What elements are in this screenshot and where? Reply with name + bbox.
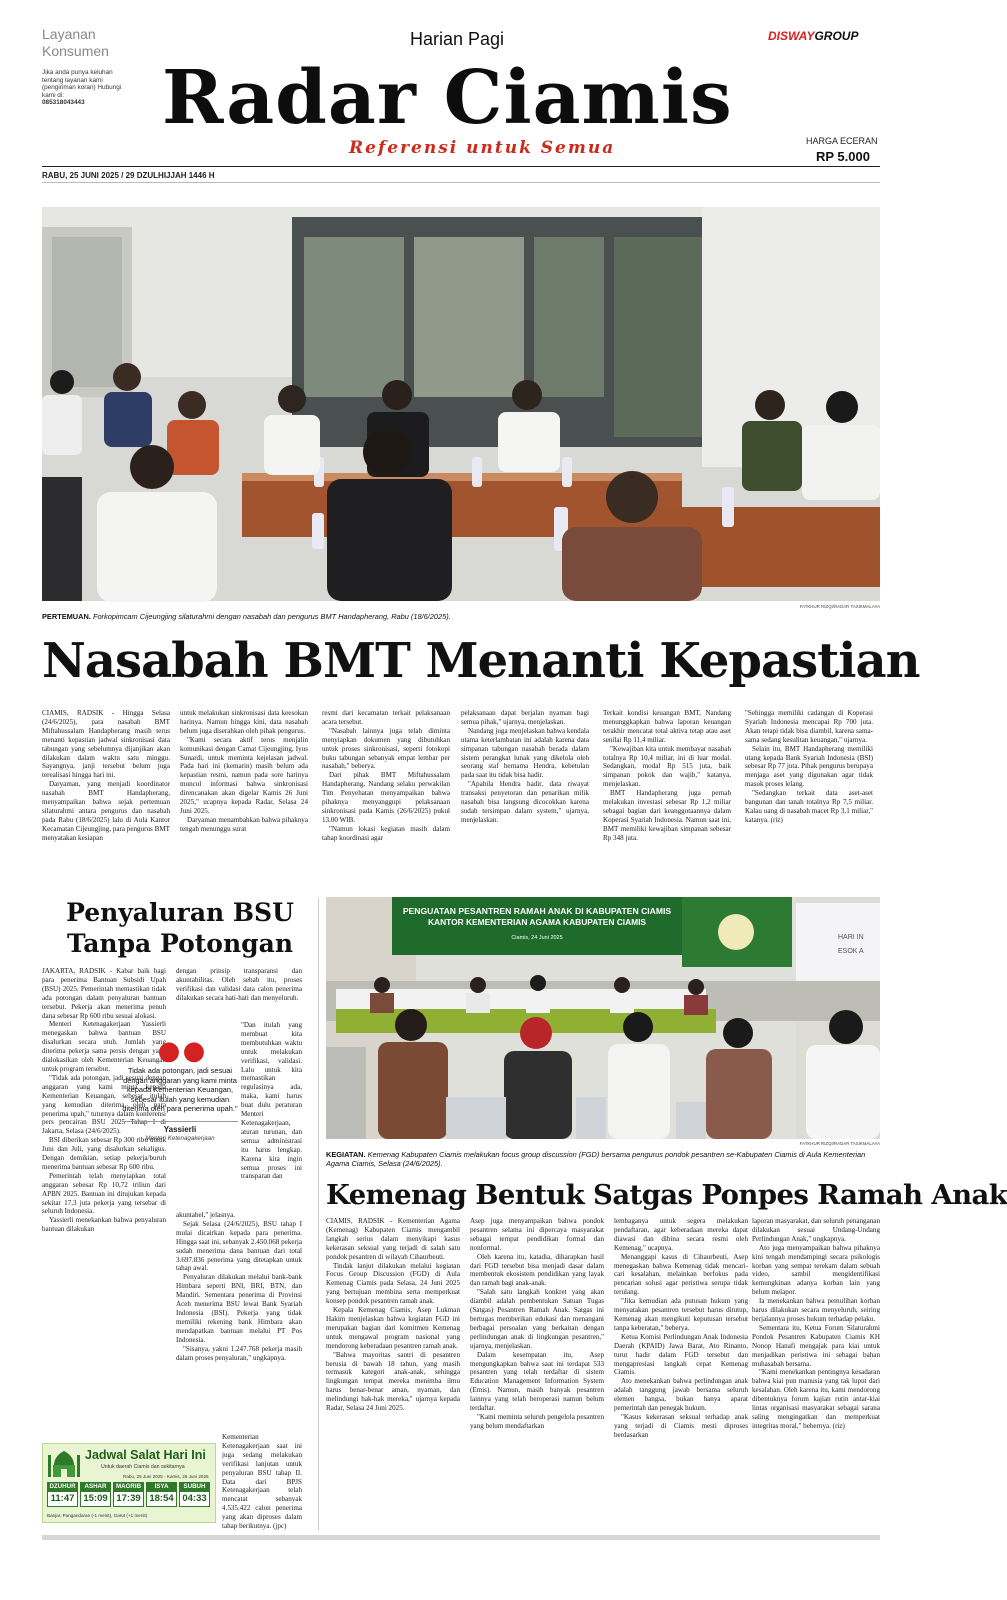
article-paragraph: Dalam kesempatan itu, Asep mengungkapkan bahwa saat ini terdapat 533 pesantren yang telah terdaftar di sistem Education Management Information System (Emis). Namun, masih banyak pesantren lainnya yang telah beroperasi namun belum terdaftar. (470, 1350, 604, 1413)
article-paragraph: "Kami menekankan pentingnya kesadaran bahwa kiai pun manusia yang tak luput dari kesalahan. Oleh karena itu, kami mendorong dibentuknya forum kajian rutin antar-kiai lintas organisasi masyarakat sebagai sarana saling mengingatkan dan memperkuat integritas moral," bebernya. (riz) (752, 1368, 880, 1430)
lead-headline: Nasabah BMT Menanti Kepastian (42, 633, 920, 689)
lead-caption-lead: PERTEMUAN. (42, 612, 91, 621)
price-value: RP 5.000 (816, 149, 870, 164)
article-paragraph: "Kasus kekerasan seksual terhadap anak yang terjadi di Ciamis mesti diproses berdasarkan (614, 1412, 748, 1439)
article-paragraph: "Apabila Hendra hadir, data riwayat transaksi penyetoran dan penarikan milik nasabah bisa langsung dicocokkan karena sudah tersimpan dalam system," ujarnya, menjelaskan. (461, 780, 589, 824)
prayer-name: SUBUH (179, 1482, 210, 1491)
kemenag-caption-text: Kemenag Kabupaten Ciamis melakukan focus group discussion (FGD) bersama pengurus pondok pesantren se-Kabupaten Ciamis di Aula Kementerian Agama Ciamis, Selasa (24/6/2025). (326, 1150, 866, 1169)
article-paragraph: Yassierli menekankan bahwa penyaluran bantuan dilakukan (42, 1216, 166, 1234)
disway-logo-text: DISWAY (768, 29, 815, 43)
article-paragraph: "Sisanya, yakni 1.247.768 pekerja masih dalam proses penyaluran," ungkapnya. (176, 1344, 302, 1362)
article-paragraph: JAKARTA, RADSIK - Kabar baik bagi para penerima Bantuan Subsidi Upah (BSU) 2025. Pemerintah memastikan tidak ada potongan dalam penyaluran bantuan tersebut. Pekerja akan menerima penuh dana sebesar Rp 600 ribu sesuai alokasi. (42, 967, 166, 1020)
article-paragraph: Ia menekankan bahwa pemulihan korban harus dilakukan secara menyeluruh, seiring berjalannya proses hukum terhadap pelaku. (752, 1297, 880, 1323)
banner-line-3: Ciamis, 24 Juni 2025 (511, 935, 563, 941)
prayer-name: ASHAR (80, 1482, 111, 1491)
article-paragraph: "Kami meminta seluruh pengelola pesantren yang belum mendaftarkan (470, 1412, 604, 1430)
customer-service-label: Layanan Konsumen (42, 26, 109, 59)
article-paragraph: Nandang juga menjelaskan bahwa kendala utama keterlambatan ini adalah karena data simpanan tabungan nasabah berada dalam sistem perangkat lunak yang dikelola oleh seorang staf bernama Hendra, kebetulan pada saat itu tidak bisa hadir. (461, 726, 589, 780)
column-divider (318, 898, 319, 1530)
bsu-headline: Penyaluran BSU Tanpa Potongan (66, 898, 294, 958)
article-paragraph: "Tidak ada potongan, jadi sesuai dengan anggaran yang kami minta kepada Kementerian Keuangan, sebesar itulah yang kemudian diterima oleh para penerima upah," tuturnya dalam konferensi pers pencairan BSU 2025 Tahap I di Jakarta, Selasa (24/6/2025). (42, 1073, 166, 1136)
bsu-column-2-side (241, 1021, 302, 1211)
prayer-subtitle: Untuk daerah Ciamis dan sekitarnya (101, 1464, 185, 1470)
article-paragraph: Pemerintah telah menyiapkan total anggaran sebesar Rp 10,72 triliun dari APBN 2025. Bantuan ini ditujukan kepada sekitar 17,3 juta pekerja yang tersebar di seluruh Indonesia. (42, 1171, 166, 1216)
footer-rule (42, 1535, 880, 1540)
disway-group-logo (768, 29, 858, 43)
mosque-icon (46, 1447, 82, 1479)
article-paragraph: Ato juga menyampaikan bahwa pihaknya kini tengah mendampingi secara psikologis korban yang sempat terekam dalam sebuah video, sambil mengidentifikasi kemungkinan adanya korban lain yang belum melapor. (752, 1243, 880, 1297)
svg-text:ESOK A: ESOK A (838, 948, 864, 955)
price-label: HARGA ECERAN (806, 136, 878, 146)
group-logo-text: GROUP (814, 29, 859, 43)
article-paragraph: resmi dari kecamatan terkait pelaksanaan acara tersebut. (322, 709, 450, 726)
issue-date: RABU, 25 JUNI 2025 / 29 DZULHIJJAH 1446 H (42, 171, 215, 180)
bsu-column-2-narrow (222, 1433, 302, 1531)
lead-column-3 (322, 709, 450, 889)
article-paragraph: dengan prinsip transparansi dan akuntabilitas. Oleh sebab itu, proses verifikasi dan validasi data calon penerima dilakukan secara hati-hati dan menyeluruh. (176, 967, 302, 1002)
article-paragraph: Sejak Selasa (24/6/2025), BSU tahap I mulai dicairkan kepada para penerima. Hingga saat ini, sebanyak 2.450.068 pekerja sudah menerima dana bantuan dari total 3.697.836 penerima yang ditetapkan untuk tahap awal. (176, 1219, 302, 1273)
lead-column-1 (42, 709, 170, 889)
article-paragraph: Oleh karena itu, katadia, diharapkan hasil dari FGD tersebut bisa menjadi dasar dalam membentuk ekosistem pendidikan yang layak dan ramah bagi anak-anak. (470, 1252, 604, 1288)
article-paragraph: "Kewajiban kita untuk membayar nasabah totalnya Rp 10,4 miliar, ini di luar modal. Sedangkan, modal Rp 515 juta, baik simpanan pokok dan wajib," katanya, menjelaskan. (603, 744, 731, 789)
article-paragraph: "Jika kemudian ada putusan hukum yang menyatakan pesantren tersebut harus ditutup, Kemenag akan mengikuti keputusan tersebut tanpa keberatan," beberya. (614, 1297, 748, 1332)
screen-text: HARI IN (838, 934, 864, 941)
prayer-schedule-box (42, 1443, 216, 1523)
prayer-date: Rabu, 25 Juni 2025 - Kamis, 26 Juni 2025 (123, 1474, 209, 1479)
lead-caption-text: Forkopimcam Cijeungjing silaturahmi dengan nasabah dan pengurus BMT Handapherang, Rabu (18/6/2025). (92, 612, 451, 621)
newspaper-tagline: Referensi untuk Semua (349, 138, 616, 158)
kemenag-column-1 (326, 1217, 460, 1531)
lead-column-4 (461, 709, 589, 889)
prayer-time-subuh (179, 1482, 210, 1507)
prayer-time-value: 04:33 (179, 1491, 210, 1507)
date-rule (42, 182, 880, 183)
article-paragraph: "Sehingga memiliki cadangan di Koperasi Syariah Indonesia mencapai Rp 700 juta. Akan tetapi tidak bisa diambil, karena sama-sama sedang kesulitan keuangan," ujarnya. (745, 709, 873, 744)
kemenag-photo-caption (326, 1150, 880, 1169)
quote-role: Menteri Ketenagakerjaan (145, 1134, 215, 1142)
prayer-time-value: 18:54 (146, 1491, 177, 1507)
lead-column-2 (180, 709, 308, 889)
prayer-time-dzuhur (47, 1482, 78, 1507)
article-paragraph: Ato menekankan bahwa perlindungan anak adalah tanggung jawab bersama seluruh elemen bangsa, bukan hanya aparat pemerintah dan penegak hukum. (614, 1377, 748, 1413)
bsu-column-1 (42, 967, 166, 1435)
fgd-photo-illustration (326, 897, 880, 1139)
prayer-time-value: 17:39 (113, 1491, 144, 1507)
quote-marks-icon: ● ● (157, 1036, 203, 1066)
lead-photo-credit: FATKHUR RIZQI/RADAR TASIKMALAYA (799, 604, 880, 609)
lead-photo-caption (42, 612, 451, 621)
kemenag-photo (326, 897, 880, 1139)
article-paragraph: "Nasabah lainnya juga telah diminta menyiapkan dokumen yang dibutuhkan untuk proses sinkronisasi, seperti fotokopi buku tabungan sebanyak empat lembar per nasabah," beberya. (322, 726, 450, 771)
article-paragraph: "Sedangkan terkait data aset-aset bangunan dan tanah totalnya Rp 7,5 miliar. Kalau uang di nasabah macet Rp 3,1 miliar," katanya. (riz) (745, 789, 873, 824)
customer-service-note (42, 69, 122, 107)
lead-column-5 (603, 709, 731, 889)
article-paragraph: BMT Handapherang juga pernah melakukan investasi sebesar Rp 1,2 miliar sebagai bagian dari keanggotaannya dalam Koperasi Syariah Indonesia. Namun saat ini, BMT memiliki kewajiban simpanan sebesar Rp 348 juta. (603, 789, 731, 842)
article-paragraph: Daryaman menambahkan bahwa pihaknya tengah menunggu surat (180, 815, 308, 833)
kemenag-photo-credit: FATKHUR RIZQI/RADAR TASIKMALAYA (799, 1141, 880, 1146)
article-paragraph: "Bahwa mayoritas santri di pesantren berusia di bawah 18 tahun, yang masih termasuk kategori anak-anak, sehingga lingkungan tempat mereka menimba ilmu harus benar-benar aman, nyaman, dan melindungi hak-hak mereka," ujarnya kepada Radar, Selasa 24 Juni 2025. (326, 1350, 460, 1413)
article-paragraph: Menteri Ketenagakerjaan Yassierli menegaskan bahwa bantuan BSU disalurkan secara utuh. Jumlah yang diterima pekerja sama persis dengan yang dialokasikan oleh Kementerian Keuangan untuk program tersebut. (42, 1020, 166, 1073)
article-paragraph: Terkait kondisi keuangan BMT, Nandang menunggkapkan bahwa laporan keuangan terakhir mencatat total aktiva tetap atau aset senilai Rp 11,4 miliar. (603, 709, 731, 744)
article-paragraph: BSI diberikan sebesar Rp 300 ribu untuk Juni dan Juli, yang disalurkan sekaligus. Dengan demikian, setiap pekerja/buruh menerima bantuan sebesar Rp 600 ribu. (42, 1136, 166, 1171)
article-paragraph: "Salah satu langkah konkret yang akan diambil adalah pembentukan Satuan Tugas (Satgas) Pesantren Ramah Anak. Satgas ini bertugas memberikan edukasi dan menangani berbagai persoalan yang berkaitan dengan perlindungan anak di lingkungan pesantren," ujarnya, menjelaskan. (470, 1288, 604, 1350)
prayer-time-magrib (113, 1482, 144, 1507)
article-paragraph: lembaganya untuk segera melakukan pendaftaran, agar keberadaan mereka dapat diawasi dan dibina secara resmi oleh Kemenag," ucapnya. (614, 1217, 748, 1252)
prayer-time-isya (146, 1482, 177, 1507)
article-paragraph: Ketua Komisi Perlindungan Anak Indonesia Daerah (KPAID) Jawa Barat, Ato Rinanto, turut hadir dalam FGD tersebut dan mengapresiasi langkah cepat Kemenag Ciamis. (614, 1332, 748, 1377)
prayer-footer: Banjar, Pangandaran (-1 menit), Garut (+1 menit) (47, 1513, 148, 1518)
article-paragraph: Penyaluran dilakukan melalui bank-bank Himbara seperti BNI, BRI, BTN, dan Mandiri. Sementara penerima di Provinsi Aceh menerima BSU lewat Bank Syariah Indonesia (BSI). Pekerja yang tidak memiliki rekening bank Himbara akan mendapatkan bantuan melalui PT Pos Indonesia. (176, 1273, 302, 1344)
kemenag-headline: Kemenag Bentuk Satgas Ponpes Ramah Anak (326, 1179, 1007, 1211)
prayer-time-value: 11:47 (47, 1491, 78, 1507)
customer-service-phone[interactable]: 085318043443 (42, 99, 85, 107)
lead-photo (42, 207, 880, 601)
article-paragraph: Daryaman, yang menjadi koordinator nasabah BMT Handapherang, menyampaikan bahwa sejak pertemuan silaturahmi antara pengurus dan nasabah pada Rabu (18/6/2025) lalu di Aula Kantor Kecamatan Cijeungjing, para pengurus BMT menyatakan kesiapan (42, 780, 170, 842)
article-paragraph: CIAMIS, RADSIK - Kementerian Agama (Kemenag) Kabupaten Ciamis mengambil langkah serius dalam menyikapi kasus kekerasan seksual yang terjadi di salah satu pondok pesantren di wilayah Cihaurbeuti. (326, 1217, 460, 1261)
article-paragraph: Dari pihak BMT Miftahussalam Handapherang, Nandang selaku perwakilan Tim Penyehatan menyampaikan bahwa pihaknya menyanggupi pelaksanaan sinkronisasi pada Kamis (26/6/2025) pukul 13.00 WIB. (322, 771, 450, 824)
kemenag-column-4 (752, 1217, 880, 1531)
article-paragraph: CIAMIS, RADSIK - Hingga Selasa (24/6/2025), para nasabah BMT Miftahussalam Handapherang masih terus menanti kepastian jadwal sinkronisasi data tabungan yang sebelumnya dijanjikan akan dilakukan dalam waktu satu minggu. Sayangnya, janji tersebut belum juga terealisasi hingga hari ini. (42, 709, 170, 780)
prayer-times (47, 1482, 210, 1507)
bsu-column-2-bottom (176, 1211, 302, 1433)
quote-text: Tidak ada potongan, jadi sesuai dengan anggaran yang kami minta kepada Kementerian Keuangan, sebesar itulah yang kemudian diterima oleh para penerima upah." (122, 1066, 238, 1114)
article-paragraph: pelaksanaan dapat berjalan nyaman bagi semua pihak," ujarnya, menjelaskan. (461, 709, 589, 726)
prayer-time-value: 15:09 (80, 1491, 111, 1507)
newspaper-title: Radar Ciamis (162, 55, 733, 141)
prayer-name: DZUHUR (47, 1482, 78, 1491)
kemenag-column-2 (470, 1217, 604, 1531)
article-paragraph: akuntabel," jelasnya. (176, 1211, 236, 1219)
prayer-name: MAGRIB (113, 1482, 144, 1491)
article-paragraph: Selain itu, BMT Handapherang memiliki utang kepada Bank Syariah Indonesia (BSI) sebesar Rp 77 juta. Pihak pengurus berupaya menjaga aset yang digunakan agar tidak masuk proses lelang. (745, 744, 873, 789)
prayer-title: Jadwal Salat Hari Ini (85, 1448, 206, 1462)
article-paragraph: "Namun lokasi kegiatan masih dalam tahap koordinasi agar (322, 824, 450, 842)
customer-service-text: Jika anda punya keluhan tentang layanan kami (pengiriman koran) Hubungi kami di: (42, 69, 122, 99)
banner-line-2: KANTOR KEMENTERIAN AGAMA KABUPATEN CIAMIS (427, 917, 647, 927)
article-paragraph: Tindak lanjut dilakukan melalui kegiatan Focus Group Discussion (FGD) di Aula Kemenag Ciamis pada Selasa, 24 Juni 2025 yang bertujuan membina serta memperkuat konsep pondok pesantren ramah anak. (326, 1261, 460, 1306)
lead-column-6 (745, 709, 873, 889)
kemenag-column-3 (614, 1217, 748, 1531)
article-paragraph: Sementara itu, Ketua Forum Silaturahmi Pondok Pesantren Kabupaten Ciamis KH Nonop Hanafi mengajak para kiai untuk menjadikan peristiwa ini sebagai bahan muhasabah bersama. (752, 1323, 880, 1368)
kemenag-caption-lead: KEGIATAN. (326, 1150, 366, 1159)
article-paragraph: Kepala Kemenag Ciamis, Asep Lukman Hakim menjelaskan bahwa kegiatan FGD ini merupakan bagian dari komitmen Kemenag untuk mengawal program nasional yang mendorong keberadaan pesantren ramah anak. (326, 1306, 460, 1350)
prayer-time-ashar (80, 1482, 111, 1507)
article-paragraph: "Kami secara aktif terus menjalin komunikasi dengan Camat Cijeungjing, Iyus Sunardi, untuk meminta kejelasan jadwal. Pada hari ini (kemarin) masih belum ada kepastian resmi, namun pada sore harinya muncul informasi bahwa sinkronisasi direncanakan akan digelar Kamis 26 Juni 2025," ucapnya kepada Radar, Selasa 24 Juni 2025. (180, 735, 308, 815)
prayer-name: ISYA (146, 1482, 177, 1491)
banner-line-1: PENGUATAN PESANTREN RAMAH ANAK DI KABUPATEN CIAMIS (402, 906, 672, 916)
article-paragraph: Menanggapi kasus di Cihaurbeuti, Asep menegaskan bahwa Kemenag tidak mencari-cari kesalahan, melainkan berfokus pada pencarian solusi agar peristiwa serupa tidak terulang. (614, 1252, 748, 1297)
article-paragraph: laporan masyarakat, dan seluruh penanganan dilakukan sesuai Undang-Undang Perlindungan Anak," ungkapnya. (752, 1217, 880, 1243)
edition-label: Harian Pagi (410, 29, 505, 49)
article-paragraph: untuk melakukan sinkronisasi data keesokan harinya. Namun hingga kini, data nasabah belum juga diserahkan oleh pihak pengurus. (180, 709, 308, 735)
pull-quote (122, 1036, 238, 1142)
meeting-photo-illustration (42, 207, 880, 601)
masthead-rule (42, 166, 880, 167)
article-paragraph: Kementerian Ketenagakerjaan saat ini juga sedang melakukan verifikasi lanjutan untuk penyaluran BSU tahap II. Data dari BPJS Ketenagakerjaan telah mencatat sebanyak 4.535.422 calon penerima yang akan diproses dalam tahap berikutnya. (jpc) (222, 1433, 302, 1531)
article-paragraph: Asep juga menyampaikan bahwa pondok pesantren selama ini dipercaya masyarakat sebagai tempat pendidikan formal dan nonformal. (470, 1217, 604, 1252)
article-paragraph: "Dan itulah yang membuat kita membutuhkan waktu untuk melakukan verifikasi, validasi. Lalu untuk kita memastikan regulasinya ada, maka, kami harus buat dulu peraturan Menteri Ketenagakerjaan, aturan turunan, dan semua administrasi itu harus lengkap. Karena kita ingin semua proses ini transparan dan (241, 1021, 302, 1181)
quote-name: Yassierli (122, 1121, 238, 1134)
bsu-column-2-top (176, 967, 302, 1021)
